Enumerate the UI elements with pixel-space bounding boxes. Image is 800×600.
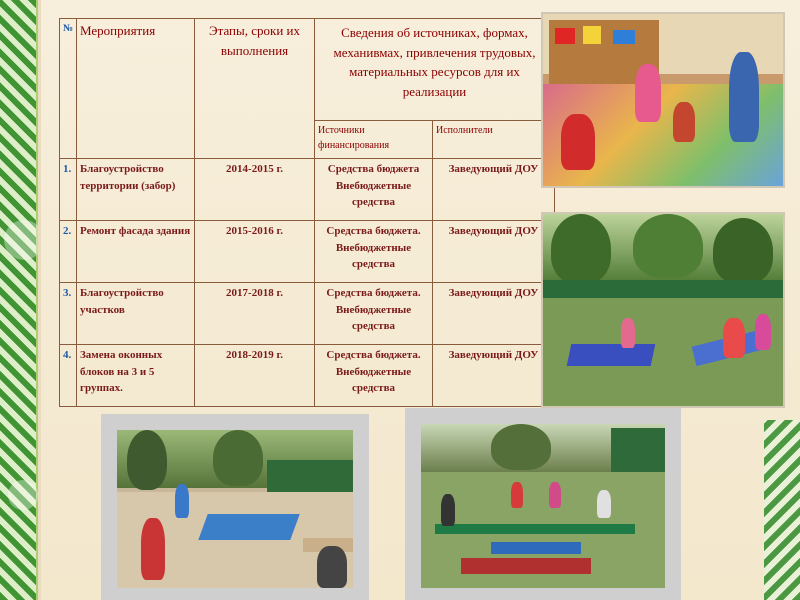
- row-number: 3.: [60, 283, 77, 345]
- row-sources: Средства бюджета Внебюджетные средства: [315, 159, 433, 221]
- row-event: Благоустройство территории (забор): [77, 159, 195, 221]
- row-sources: Средства бюджета. Внебюджетные средства: [315, 221, 433, 283]
- row-dates: 2017-2018 г.: [195, 283, 315, 345]
- row-executor: Заведующий ДОУ: [433, 159, 555, 221]
- photo-playground-1: [541, 212, 785, 408]
- row-event: Ремонт фасада здания: [77, 221, 195, 283]
- row-executor: Заведующий ДОУ: [433, 221, 555, 283]
- table-row: [60, 345, 555, 407]
- header-executors: Исполнители: [433, 121, 555, 159]
- right-decor-stripe: [764, 420, 800, 600]
- row-sources: Средства бюджета. Внебюджетные средства: [315, 345, 433, 407]
- header-num: №: [60, 19, 77, 159]
- bokeh-circle: [8, 480, 38, 510]
- photo-playroom-children: [541, 12, 785, 188]
- row-event: Замена оконных блоков на 3 и 5 группах.: [77, 345, 195, 407]
- row-number: 4.: [60, 345, 77, 407]
- row-executor: Заведующий ДОУ: [433, 283, 555, 345]
- table-row: [60, 159, 555, 221]
- left-decor-stripe: [0, 0, 36, 600]
- table-row: [60, 221, 555, 283]
- row-number: 1.: [60, 159, 77, 221]
- header-events: Мероприятия: [77, 19, 195, 159]
- row-event: Благоустройство участков: [77, 283, 195, 345]
- row-number: 2.: [60, 221, 77, 283]
- row-dates: 2015-2016 г.: [195, 221, 315, 283]
- row-executor: Заведующий ДОУ: [433, 345, 555, 407]
- photo-playground-2: [117, 430, 353, 588]
- row-dates: 2014-2015 г.: [195, 159, 315, 221]
- row-sources: Средства бюджета. Внебюджетные средства: [315, 283, 433, 345]
- header-stages: Этапы, сроки их выполнения: [195, 19, 315, 159]
- row-dates: 2018-2019 г.: [195, 345, 315, 407]
- photo-playground-3: [421, 424, 665, 588]
- table-row: [60, 283, 555, 345]
- header-info: Сведения об источниках, формах, механивмах, привлечения трудовых, материальных ресурсов для их реализации: [315, 19, 555, 121]
- measures-table: [59, 18, 555, 407]
- header-sources: Источники финансирования: [315, 121, 433, 159]
- slide-card: [38, 0, 800, 600]
